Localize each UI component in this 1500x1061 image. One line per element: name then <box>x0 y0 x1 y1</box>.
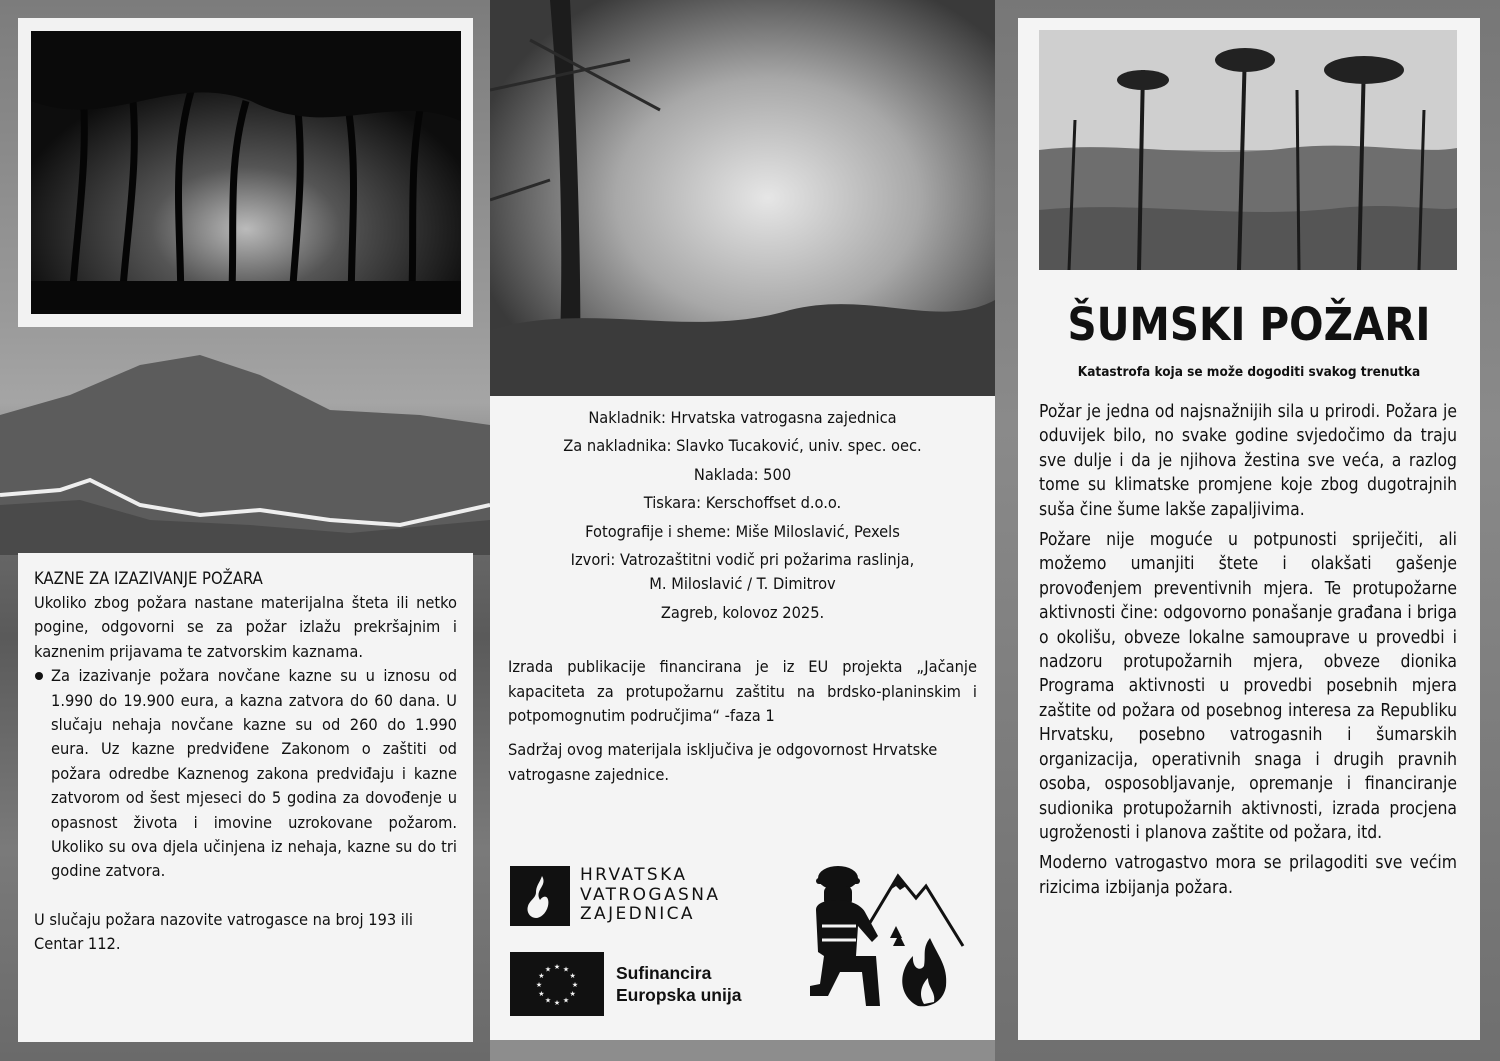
hvz-logo-line-2: VATROGASNA <box>580 884 721 905</box>
imprint-publisher: Nakladnik: Hrvatska vatrogasna zajednica <box>588 408 897 427</box>
penalties-card <box>18 553 473 1042</box>
flame-icon <box>510 866 570 926</box>
funding-statement: Izrada publikacije financirana je iz EU projekta „Jačanje kapaciteta za protupožarnu zaštitu na brdsko-planinskim i potpomognutim područjima“ -faza 1 <box>508 657 977 726</box>
emergency-call-text: U slučaju požara nazovite vatrogasce na broj 193 ili Centar 112. <box>34 909 414 954</box>
svg-text:★: ★ <box>553 963 561 971</box>
eu-logo-text <box>616 962 741 1006</box>
svg-text:★: ★ <box>562 965 570 974</box>
svg-text:★: ★ <box>553 999 561 1007</box>
eu-logo-line-1: Sufinancira <box>616 963 712 983</box>
eu-logo-line-2: Europska unija <box>616 985 742 1005</box>
penalties-bullet: Za izazivanje požara novčane kazne su u iznosu od 1.990 do 19.900 eura, a kazna zatvora do 60 dana. U slučaju nehaja novčane kazne su od 260 do 1.990 eura. Uz kazne predviđene Zakonom o zaštiti od požara odredbe Kaznenog zakona predviđaju i kazne zatvorom od šest mjeseci do 5 godina za dovođenje u opasnost života i imovine uzrokovane požarom. Ukoliko su ova djela učinjena iz nehaja, kazne su do tri godine zatvora. <box>34 664 457 884</box>
hvz-logo-line-1: HRVATSKA <box>580 865 688 885</box>
main-title: ŠUMSKI POŽARI <box>1067 298 1431 351</box>
imprint-printer: Tiskara: Kerschoffset d.o.o. <box>643 493 842 513</box>
eu-flag-icon <box>510 952 604 1016</box>
forest-night-photo <box>31 31 461 314</box>
imprint-photos: Fotografije i sheme: Miše Miloslavić, Pexels <box>585 521 900 541</box>
intro-card <box>1018 18 1480 1040</box>
imprint-sources-line-2: M. Miloslavić / T. Dimitrov <box>649 574 836 594</box>
hvz-logo <box>510 866 770 926</box>
hvz-logo-line-3: ZAJEDNICA <box>580 904 695 924</box>
firefighter-mountain-icon <box>798 856 968 1016</box>
eu-logo <box>510 952 790 1016</box>
svg-text:★: ★ <box>544 996 552 1005</box>
penalties-heading: KAZNE ZA IZAZIVANJE POŽARA <box>34 569 263 588</box>
penalties-list <box>34 664 457 884</box>
svg-text:★: ★ <box>544 965 552 974</box>
svg-text:★: ★ <box>538 972 545 980</box>
hvz-logo-text <box>580 866 720 925</box>
main-subtitle: Katastrofa koja se može dogoditi svakog trenutka <box>1077 364 1421 380</box>
imprint-sources-line-1: Izvori: Vatrozaštitni vodič pri požarima raslinja, <box>570 550 915 570</box>
imprint-place-date: Zagreb, kolovoz 2025. <box>660 602 825 622</box>
mountain-fire-photo <box>0 355 490 555</box>
intro-paragraph-2: Požare nije moguće u potpunosti spriječiti, ali možemo umanjiti štete i olakšati gašenje provođenjem preventivnih mjera. Te protupožarne aktivnosti čine: odgovorno ponašanje građana i briga o okolišu, obveze lokalne samouprave u provedbi i nadzoru protupožarnih mjera, obveze dionika Programa aktivnosti u provedbi posebnih mjera zaštite od požara od posebnog interesa za Republiku Hrvatsku, posebno vatrogasnih i šumarskih organizacija, operativnih snaga i drugih pravnih osoba, osposobljavanje, opremanje i financiranje sudionika protupožarnih aktivnosti, izrada procjena ugroženosti i planova zaštite od požara, itd. <box>1039 530 1457 843</box>
intro-paragraph-1: Požar je jedna od najsnažnijih sila u prirodi. Požara je oduvijek bilo, no svake godine svjedočimo da traju sve dulje i da je njihova žestina sve veća, a razlog tome su klimatske promjene koje zbog dugotrajnih suša čine šume lakše zapaljivima. <box>1039 402 1457 520</box>
penalties-intro: Ukoliko zbog požara nastane materijalna šteta ili netko pogine, odgovorni se za požar izlažu prekršajnim i kaznenim prijavama te zatvorskim kaznama. <box>34 593 457 661</box>
svg-text:★: ★ <box>571 981 579 989</box>
svg-text:★: ★ <box>538 990 545 998</box>
intro-paragraph-3: Moderno vatrogastvo mora se prilagoditi sve većim rizicima izbijanja požara. <box>1039 853 1457 898</box>
imprint-lines <box>508 406 977 625</box>
burnt-forest-photo <box>1039 30 1457 270</box>
responsibility-statement: Sadržaj ovog materijala isključiva je odgovornost Hrvatske vatrogasne zajednice. <box>508 740 938 784</box>
svg-text:★: ★ <box>535 981 543 989</box>
forest-night-photo-frame <box>18 18 473 327</box>
svg-text:★: ★ <box>569 972 576 980</box>
intro-body <box>1039 400 1457 906</box>
imprint-card <box>490 396 995 1040</box>
imprint-for-publisher: Za nakladnika: Slavko Tucaković, univ. spec. oec. <box>563 436 922 456</box>
imprint-print-run: Naklada: 500 <box>693 464 792 484</box>
svg-text:★: ★ <box>562 996 570 1005</box>
svg-text:★: ★ <box>569 990 576 998</box>
burning-tree-photo <box>490 0 995 396</box>
